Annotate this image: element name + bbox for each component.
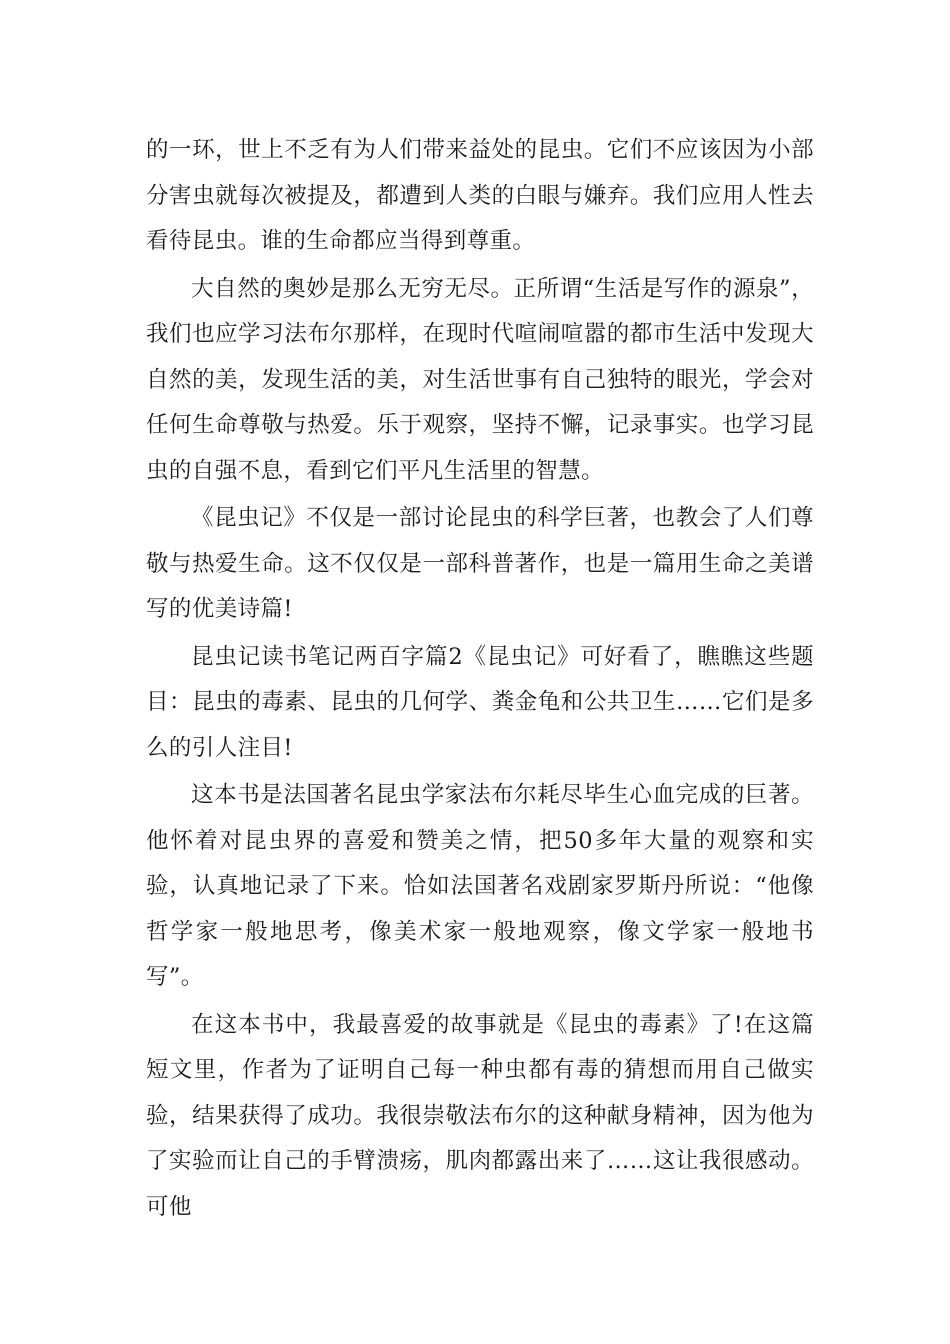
paragraph-4: 昆虫记读书笔记两百字篇2《昆虫记》可好看了，瞧瞧这些题目：昆虫的毒素、昆虫的几何学、粪金龟和公共卫生……它们是多么的引人注目! [146, 643, 814, 761]
document-body [146, 128, 814, 1232]
paragraph-5: 这本书是法国著名昆虫学家法布尔耗尽毕生心血完成的巨著。他怀着对昆虫界的喜爱和赞美之情，把50多年大量的观察和实验，认真地记录了下来。恰如法国著名戏剧家罗斯丹所说：“他像哲学家一般地思考，像美术家一般地观察，像文学家一般地书写”。 [146, 782, 814, 990]
paragraph-1: 的一环，世上不乏有为人们带来益处的昆虫。它们不应该因为小部分害虫就每次被提及，都遭到人类的白眼与嫌弃。我们应用人性去看待昆虫。谁的生命都应当得到尊重。 [146, 137, 814, 254]
paragraph-2: 大自然的奥妙是那么无穷无尽。正所谓“生活是写作的源泉”，我们也应学习法布尔那样，在现时代喧闹喧嚣的都市生活中发现大自然的美，发现生活的美，对生活世事有自己独特的眼光，学会对任何生命尊敬与热爱。乐于观察，坚持不懈，记录事实。也学习昆虫的自强不息，看到它们平凡生活里的智慧。 [146, 275, 814, 484]
paragraph-3: 《昆虫记》不仅是一部讨论昆虫的科学巨著，也教会了人们尊敬与热爱生命。这不仅仅是一部科普著作，也是一篇用生命之美谱写的优美诗篇! [146, 505, 814, 622]
paragraph-6: 在这本书中，我最喜爱的故事就是《昆虫的毒素》了!在这篇短文里，作者为了证明自己每一种虫都有毒的猜想而用自己做实验，结果获得了成功。我很崇敬法布尔的这种献身精神，因为他为了实验而让自己的手臂溃疡，肌肉都露出来了……这让我很感动。可他 [146, 1011, 814, 1220]
